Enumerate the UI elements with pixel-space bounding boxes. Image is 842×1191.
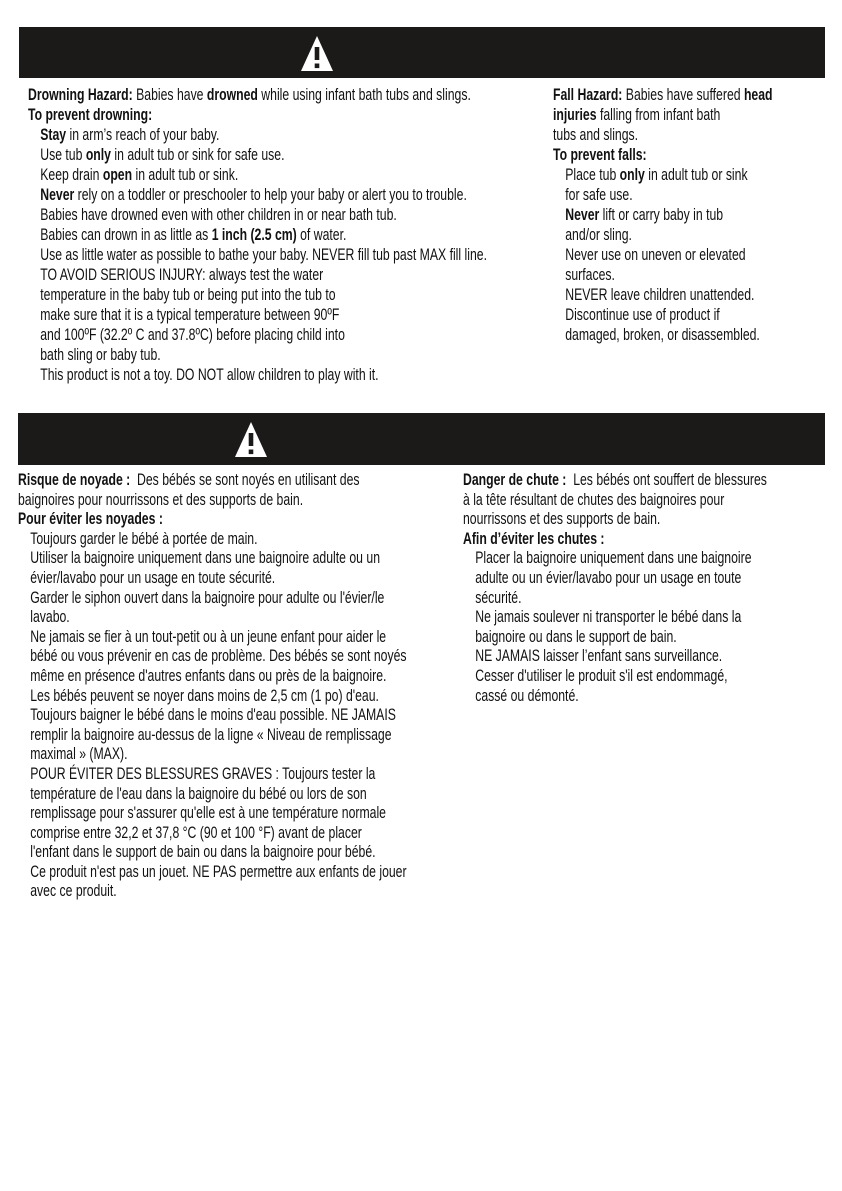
text-line: évier/lavabo pour un usage en toute sécurité. xyxy=(30,567,276,587)
text-line: Ne jamais se fier à un tout-petit ou à un jeune enfant pour aider le xyxy=(30,626,387,646)
text-line: Babies can drown in as little as 1 inch (2.5 cm) of water. xyxy=(40,225,347,244)
warning-triangle-icon xyxy=(300,35,334,72)
text-line: Keep drain open in adult tub or sink. xyxy=(40,165,239,184)
text-line: comprise entre 32,2 et 37,8 °C (90 et 100 °F) avant de placer xyxy=(30,822,362,842)
text-line: Use as little water as possible to bathe your baby. NEVER fill tub past MAX fill line. xyxy=(40,245,487,264)
text-line: l'enfant dans le support de bain ou dans la baignoire pour bébé. xyxy=(30,842,376,862)
text-line: remplir la baignoire au-dessus de la ligne « Niveau de remplissage xyxy=(30,724,392,744)
text-line: cassé ou démonté. xyxy=(475,685,579,705)
text-line: adulte ou un évier/lavabo pour un usage en toute xyxy=(475,567,742,587)
text-line: Les bébés peuvent se noyer dans moins de 2,5 cm (1 po) d'eau. xyxy=(30,685,379,705)
text-line: Toujours garder le bébé à portée de main. xyxy=(30,528,258,548)
text-line: Utiliser la baignoire uniquement dans une baignoire adulte ou un xyxy=(30,548,381,568)
text-line: surfaces. xyxy=(565,265,615,284)
text-line: Placer la baignoire uniquement dans une baignoire xyxy=(475,548,752,568)
text-line: and/or sling. xyxy=(565,225,632,244)
warning-triangle-icon xyxy=(234,421,268,458)
text-line: remplissage pour s'assurer qu'elle est à une température normale xyxy=(30,803,386,823)
text-line: TO AVOID SERIOUS INJURY: always test the water xyxy=(40,265,324,284)
text-line: injuries falling from infant bath xyxy=(553,105,721,124)
text-line: température de l'eau dans la baignoire du bébé ou lors de son xyxy=(30,783,367,803)
text-line: bébé ou vous prévenir en cas de problème. Des bébés se sont noyés xyxy=(30,646,407,666)
fall-hazard-text xyxy=(553,85,842,345)
text-line: avec ce produit. xyxy=(30,881,117,901)
text-line: Use tub only in adult tub or sink for safe use. xyxy=(40,145,285,164)
text-line: lavabo. xyxy=(30,607,70,627)
text-line: Cesser d'utiliser le produit s'il est endommagé, xyxy=(475,665,728,685)
text-line: To prevent falls: xyxy=(553,145,647,164)
text-line: POUR ÉVITER DES BLESSURES GRAVES : Toujours tester la xyxy=(30,763,376,783)
text-line: Ne jamais soulever ni transporter le bébé dans la xyxy=(475,607,742,627)
text-line: Garder le siphon ouvert dans la baignoire pour adulte ou l'évier/le xyxy=(30,587,385,607)
danger-de-chute-text xyxy=(463,470,837,705)
text-line: NEVER leave children unattended. xyxy=(565,285,755,304)
text-line: temperature in the baby tub or being put into the tub to xyxy=(40,285,336,304)
text-line: and 100ºF (32.2º C and 37.8ºC) before placing child into xyxy=(40,325,345,344)
text-line: Never lift or carry baby in tub xyxy=(565,205,724,224)
text-line: To prevent drowning: xyxy=(28,105,153,124)
text-line: This product is not a toy. DO NOT allow children to play with it. xyxy=(40,365,379,384)
text-line: Drowning Hazard: Babies have drowned while using infant bath tubs and slings. xyxy=(28,85,471,104)
text-line: Risque de noyade : Des bébés se sont noyés en utilisant des xyxy=(18,470,360,489)
text-line: damaged, broken, or disassembled. xyxy=(565,325,760,344)
text-line: maximal » (MAX). xyxy=(30,744,128,764)
text-line: à la tête résultant de chutes des baignoires pour xyxy=(463,489,725,509)
text-line: baignoire ou dans le support de bain. xyxy=(475,626,677,646)
text-line: Toujours baigner le bébé dans le moins d'eau possible. NE JAMAIS xyxy=(30,705,396,725)
text-line: Never use on uneven or elevated xyxy=(565,245,746,264)
text-line: Place tub only in adult tub or sink xyxy=(565,165,748,184)
text-line: Never rely on a toddler or preschooler to help your baby or alert you to trouble. xyxy=(40,185,467,204)
text-line: baignoires pour nourrissons et des supports de bain. xyxy=(18,489,304,509)
text-line: Babies have drowned even with other children in or near bath tub. xyxy=(40,205,397,224)
warning-banner-english xyxy=(19,27,825,78)
text-line: tubs and slings. xyxy=(553,125,639,144)
text-line: Ce produit n'est pas un jouet. NE PAS permettre aux enfants de jouer xyxy=(30,861,407,881)
text-line: Discontinue use of product if xyxy=(565,305,720,324)
warning-banner-french xyxy=(18,413,825,465)
text-line: sécurité. xyxy=(475,587,522,607)
text-line: Danger de chute : Les bébés ont souffert de blessures xyxy=(463,470,767,489)
text-line: NE JAMAIS laisser l’enfant sans surveillance. xyxy=(475,646,723,666)
text-line: Stay in arm’s reach of your baby. xyxy=(40,125,220,144)
text-line: Pour éviter les noyades : xyxy=(18,509,163,529)
text-line: nourrissons et des supports de bain. xyxy=(463,509,661,529)
text-line: bath sling or baby tub. xyxy=(40,345,161,364)
text-line: for safe use. xyxy=(565,185,633,204)
text-line: même en présence d'autres enfants dans ou près de la baignoire. xyxy=(30,665,387,685)
text-line: make sure that it is a typical temperature between 90ºF xyxy=(40,305,340,324)
text-line: Afin d’éviter les chutes : xyxy=(463,528,605,548)
text-line: Fall Hazard: Babies have suffered head xyxy=(553,85,773,104)
